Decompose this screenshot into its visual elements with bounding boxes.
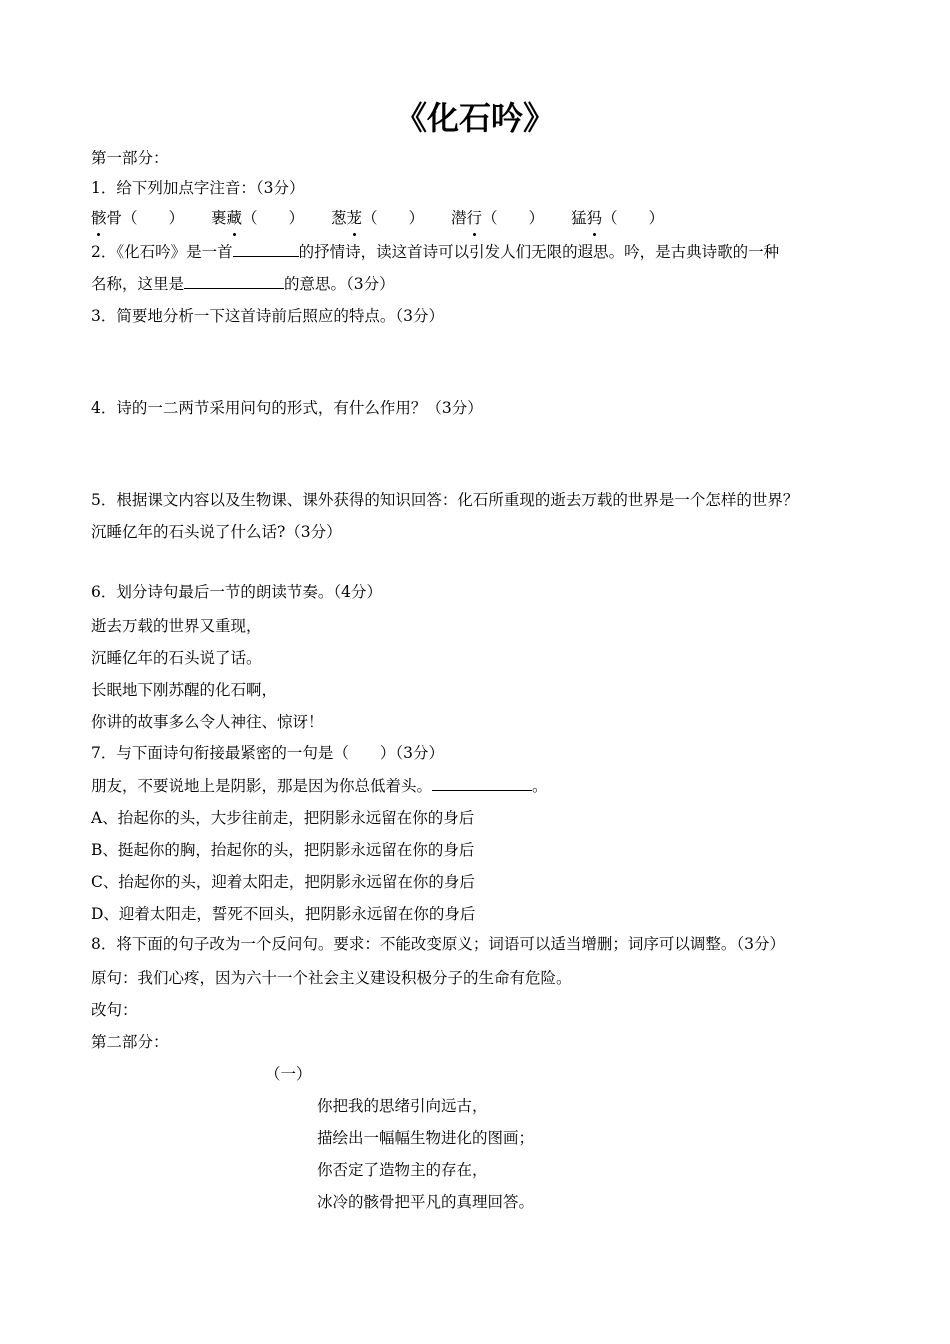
question-3: 3．简要地分析一下这首诗前后照应的特点。（3分） [91, 307, 444, 325]
q7-stem [91, 774, 548, 798]
answer-blank[interactable]: （ ） [601, 209, 664, 227]
q1-words-row [91, 206, 664, 230]
q2-text-b: 的抒情诗，读这首诗可以引发人们无限的遐思。吟，是古典诗歌的一种 [298, 243, 780, 261]
q7-stem-text: 朋友，不要说地上是阴影，那是因为你总低着头。 [91, 777, 433, 795]
word-pre: 猛 [570, 209, 587, 227]
answer-blank[interactable]: （ ） [242, 209, 305, 227]
part2-poem-line-4: 冰冷的骸骨把平凡的真理回答。 [317, 1193, 535, 1211]
question-2-line-1 [91, 240, 779, 264]
question-7: 7．与下面诗句衔接最紧密的一句是（ ）（3分） [91, 744, 444, 762]
dotted-char: 行 [466, 206, 482, 230]
q2-blank-1[interactable] [233, 240, 299, 257]
question-1: 1．给下列加点字注音：（3分） [91, 179, 305, 197]
question-8: 8．将下面的句子改为一个反问句。要求：不能改变原义；词语可以适当增删；词序可以调整。（3分） [91, 935, 785, 953]
q7-option-d[interactable]: D、迎着太阳走，誓死不回头，把阴影永远留在你的身后 [91, 905, 476, 923]
question-5-line-1: 5．根据课文内容以及生物课、课外获得的知识回答：化石所重现的逝去万载的世界是一个怎样的世界？ [91, 491, 799, 509]
q1-word-1 [91, 209, 184, 227]
page-title: 《化石吟》 [394, 99, 555, 137]
word-pre: 潜 [450, 209, 467, 227]
part1-heading: 第一部分： [91, 149, 169, 167]
dotted-char: 茏 [346, 206, 362, 230]
q7-option-c[interactable]: C、抬起你的头，迎着太阳走，把阴影永远留在你的身后 [91, 873, 475, 891]
q6-poem-line-3: 长眠地下刚苏醒的化石啊， [91, 681, 278, 699]
part2-poem-line-3: 你否定了造物主的存在， [317, 1161, 488, 1179]
answer-blank[interactable]: （ ） [122, 209, 185, 227]
dotted-char: 骸 [91, 206, 107, 230]
q7-stem-end: 。 [532, 777, 548, 795]
q6-poem-line-4: 你讲的故事多么令人神往、惊讶！ [91, 713, 324, 731]
q1-word-5 [571, 209, 664, 227]
question-5-line-2: 沉睡亿年的石头说了什么话?（3分） [91, 523, 342, 541]
q7-option-a[interactable]: A、抬起你的头，大步往前走，把阴影永远留在你的身后 [91, 809, 475, 827]
question-2-line-2 [91, 272, 395, 296]
dotted-char: 犸 [586, 206, 602, 230]
q1-word-3 [331, 209, 424, 227]
word-pre: 葱 [330, 209, 347, 227]
answer-blank[interactable]: （ ） [362, 209, 425, 227]
part2-section-label: （一） [265, 1065, 312, 1083]
q8-rewrite[interactable]: 改句： [91, 1001, 138, 1019]
q6-poem-line-2: 沉睡亿年的石头说了话。 [91, 649, 262, 667]
q7-option-b[interactable]: B、挺起你的胸，抬起你的头，把阴影永远留在你的身后 [91, 841, 475, 859]
q2-text-d: 的意思。（3分） [284, 275, 395, 293]
q2-text-a: 2．《化石吟》是一首 [91, 243, 233, 261]
dotted-char: 藏 [227, 206, 243, 230]
q1-word-2 [211, 209, 304, 227]
part2-poem-line-2: 描绘出一幅幅生物进化的图画； [317, 1129, 535, 1147]
q2-blank-2[interactable] [184, 272, 284, 289]
part2-heading: 第二部分： [91, 1033, 169, 1051]
q8-original: 原句：我们心疼，因为六十一个社会主义建设积极分子的生命有危险。 [91, 969, 572, 987]
q2-text-c: 名称，这里是 [91, 275, 185, 293]
q7-blank[interactable] [432, 774, 532, 791]
question-6: 6．划分诗句最后一节的朗读节奏。（4分） [91, 583, 382, 601]
q1-word-4 [451, 209, 544, 227]
word-pre: 裹 [210, 209, 227, 227]
word-rest: 骨 [106, 209, 123, 227]
q6-poem-line-1: 逝去万载的世界又重现， [91, 617, 262, 635]
question-4: 4．诗的一二两节采用问句的形式，有什么作用？（3分） [91, 399, 483, 417]
answer-blank[interactable]: （ ） [481, 209, 544, 227]
part2-poem-line-1: 你把我的思绪引向远古， [317, 1097, 488, 1115]
